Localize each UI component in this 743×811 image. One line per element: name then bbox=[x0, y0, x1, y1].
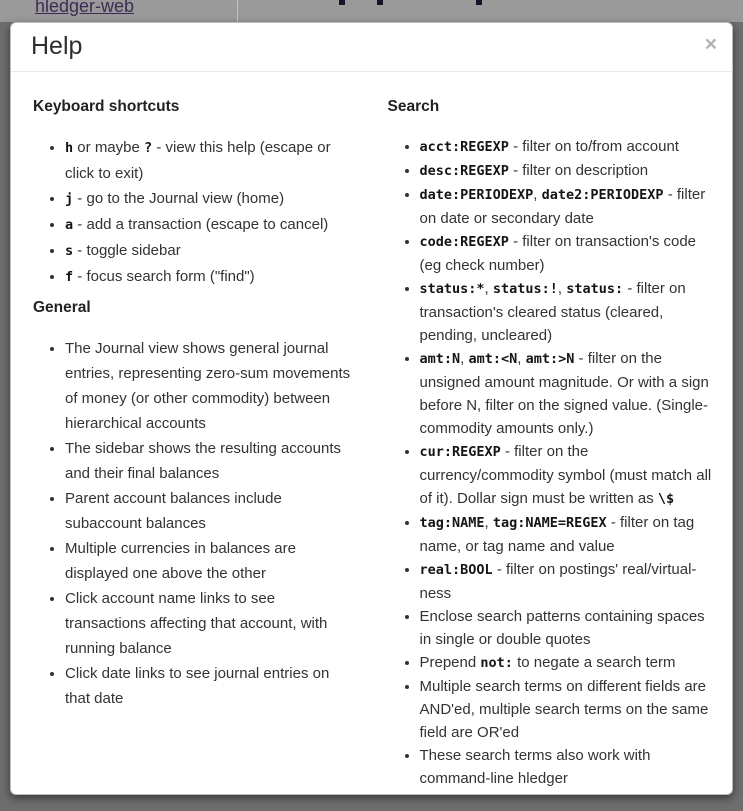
background-heading-fragment bbox=[377, 0, 383, 5]
code-term: \$ bbox=[657, 491, 675, 507]
list-item: • real:BOOL - filter on postings' real/virtual-ness bbox=[420, 558, 713, 605]
code-term: status: bbox=[566, 281, 624, 297]
help-column-left bbox=[27, 83, 358, 711]
help-modal bbox=[10, 22, 733, 795]
list-item: • The sidebar shows the resulting accounts and their final balances bbox=[65, 436, 358, 486]
code-term: tag:NAME=REGEX bbox=[492, 515, 607, 531]
section-heading-general: General bbox=[33, 299, 91, 316]
code-term: status:! bbox=[492, 281, 558, 297]
list-item: • Prepend not: to negate a search term bbox=[420, 651, 713, 675]
code-term: real:BOOL bbox=[419, 562, 493, 578]
code-term: not: bbox=[480, 655, 513, 671]
code-term: j bbox=[65, 191, 74, 207]
list-item: • These search terms also work with command-line hledger bbox=[420, 744, 713, 790]
modal-title: Help bbox=[31, 32, 83, 60]
list-item: • a - add a transaction (escape to cancel) bbox=[65, 212, 358, 238]
code-term: ? bbox=[144, 140, 153, 156]
brand-link[interactable]: hledger-web bbox=[35, 0, 135, 16]
code-term: acct:REGEXP bbox=[419, 139, 509, 155]
code-term: amt:>N bbox=[525, 351, 575, 367]
code-term: h bbox=[65, 140, 74, 156]
code-term: amt:N bbox=[419, 351, 461, 367]
code-term: amt:<N bbox=[468, 351, 518, 367]
modal-header bbox=[11, 23, 732, 72]
background-navbar bbox=[0, 0, 743, 22]
list-item: • code:REGEXP - filter on transaction's code (eg check number) bbox=[420, 230, 713, 277]
section-heading-search: Search bbox=[387, 98, 440, 115]
close-icon[interactable]: × bbox=[704, 33, 717, 56]
code-term: a bbox=[65, 217, 74, 233]
list-item: • Multiple currencies in balances are displayed one above the other bbox=[65, 536, 358, 586]
search-list bbox=[382, 135, 713, 790]
code-term: f bbox=[65, 269, 74, 285]
list-item: • Multiple search terms on different fields are AND'ed, multiple search terms on the same field are OR'ed bbox=[420, 675, 713, 744]
code-term: date:PERIODEXP bbox=[419, 187, 534, 203]
code-term: cur:REGEXP bbox=[419, 444, 501, 460]
list-item: • tag:NAME, tag:NAME=REGEX - filter on tag name, or tag name and value bbox=[420, 511, 713, 558]
list-item: • f - focus search form ("find") bbox=[65, 264, 358, 290]
section-heading-keyboard-shortcuts: Keyboard shortcuts bbox=[33, 98, 180, 115]
list-item: • amt:N, amt:<N, amt:>N - filter on the unsigned amount magnitude. Or with a sign before N, filter on the signed value. (Single-commodity amounts only.) bbox=[420, 347, 713, 440]
list-item: • desc:REGEXP - filter on description bbox=[420, 159, 713, 183]
code-term: tag:NAME bbox=[419, 515, 485, 531]
code-term: s bbox=[65, 243, 74, 259]
keyboard-shortcuts-list bbox=[27, 135, 358, 290]
code-term: desc:REGEXP bbox=[419, 163, 509, 179]
list-item: • Enclose search patterns containing spaces in single or double quotes bbox=[420, 605, 713, 651]
code-term: status:* bbox=[419, 281, 485, 297]
list-item: • cur:REGEXP - filter on the currency/commodity symbol (must match all of it). Dollar sign must be written as \$ bbox=[420, 440, 713, 511]
list-item: • h or maybe ? - view this help (escape or click to exit) bbox=[65, 135, 358, 186]
code-term: date2:PERIODEXP bbox=[541, 187, 664, 203]
general-list bbox=[27, 336, 358, 711]
list-item: • Parent account balances include subaccount balances bbox=[65, 486, 358, 536]
navbar-divider bbox=[237, 0, 238, 22]
code-term: code:REGEXP bbox=[419, 234, 509, 250]
help-column-right bbox=[382, 83, 713, 790]
list-item: • The Journal view shows general journal entries, representing zero-sum movements of money (or other commodity) between hierarchical accounts bbox=[65, 336, 358, 436]
list-item: • acct:REGEXP - filter on to/from account bbox=[420, 135, 713, 159]
list-item: • status:*, status:!, status: - filter on transaction's cleared status (cleared, pending, uncleared) bbox=[420, 277, 713, 347]
modal-body bbox=[11, 72, 732, 795]
background-heading-fragment bbox=[476, 0, 482, 5]
list-item: • date:PERIODEXP, date2:PERIODEXP - filter on date or secondary date bbox=[420, 183, 713, 230]
background-heading-fragment bbox=[339, 0, 345, 5]
list-item: • Click date links to see journal entries on that date bbox=[65, 661, 358, 711]
list-item: • Click account name links to see transactions affecting that account, with running balance bbox=[65, 586, 358, 661]
list-item: • j - go to the Journal view (home) bbox=[65, 186, 358, 212]
list-item: • s - toggle sidebar bbox=[65, 238, 358, 264]
